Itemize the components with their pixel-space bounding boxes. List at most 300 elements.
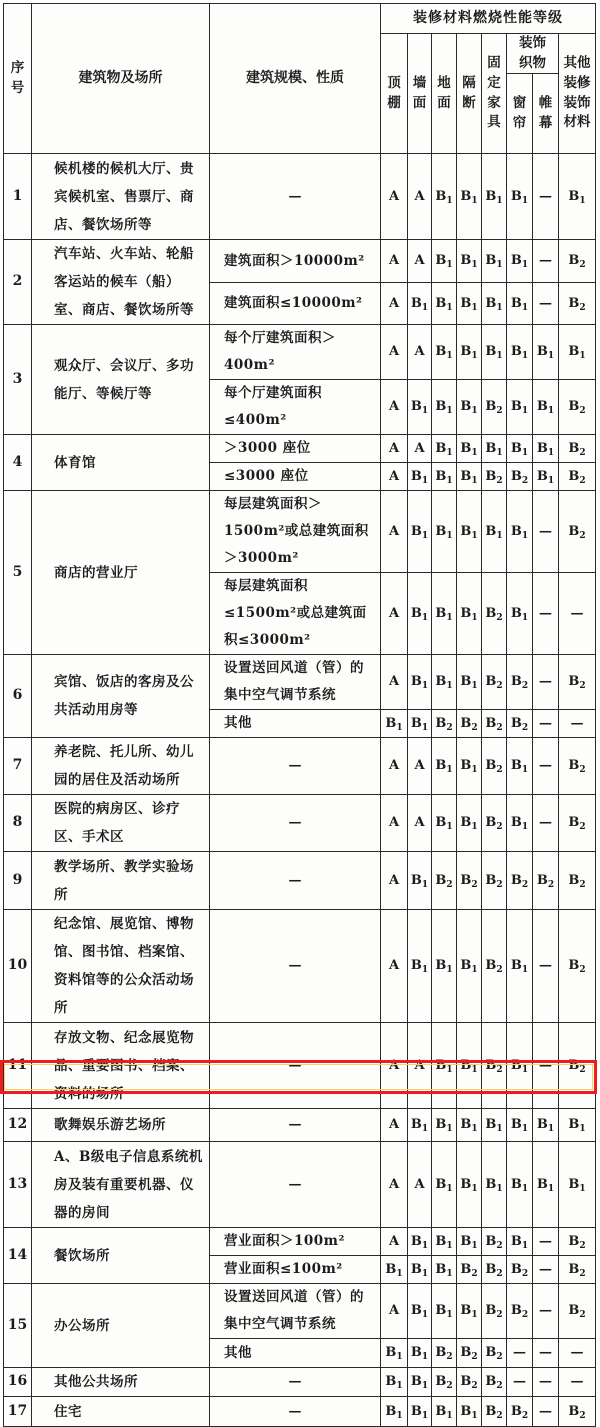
row-number: 1 <box>4 154 32 240</box>
grade-letter: B <box>435 253 447 269</box>
grade-partition <box>457 1284 482 1339</box>
grade-level: 1 <box>396 1381 403 1391</box>
grade-furniture <box>482 380 507 435</box>
grade-drape: — <box>533 655 559 710</box>
grade-furniture <box>482 852 507 910</box>
grade-letter: B <box>536 399 548 414</box>
grade-floor <box>432 1284 457 1339</box>
grade-level: 1 <box>547 475 555 486</box>
grade-level: 2 <box>579 302 586 313</box>
grade-letter: B <box>435 1057 447 1073</box>
table-row <box>4 1142 596 1228</box>
table-row <box>4 1284 596 1339</box>
grade-letter: B <box>510 715 522 731</box>
grade-level: 2 <box>471 1352 478 1362</box>
grade-level: 2 <box>521 1268 529 1279</box>
row-number: 3 <box>4 325 32 435</box>
grade-furniture <box>482 283 507 325</box>
grade-wall: A <box>408 154 432 240</box>
grade-curtain <box>507 154 533 240</box>
grade-letter: B <box>385 715 397 731</box>
grade-floor <box>432 1023 457 1109</box>
grade-curtain <box>507 1109 533 1142</box>
header-fabric <box>507 34 559 74</box>
grade-ceiling: A <box>381 1284 408 1339</box>
grade-letter: B <box>536 1176 548 1192</box>
grade-partition <box>457 795 482 852</box>
row-number: 12 <box>4 1109 32 1142</box>
grade-letter: B <box>485 1176 497 1192</box>
place-name: 体育馆 <box>32 435 210 491</box>
grade-curtain <box>507 710 533 738</box>
grade-ceiling: A <box>381 852 408 910</box>
grade-partition <box>457 435 482 463</box>
grade-level: 1 <box>521 1124 529 1134</box>
grade-letter: B <box>460 872 472 888</box>
grade-letter: B <box>568 1261 580 1277</box>
grade-letter: B <box>460 188 472 204</box>
grade-floor <box>432 1256 457 1284</box>
header-drape <box>533 74 559 154</box>
header-curtain-text: 窗帘 <box>512 95 527 131</box>
place-name: 歌舞娱乐游艺场所 <box>32 1109 210 1142</box>
grade-floor <box>432 655 457 710</box>
table-row <box>4 435 596 463</box>
grade-partition <box>457 573 482 655</box>
grade-letter: B <box>460 958 472 973</box>
grade-ceiling: A <box>381 380 408 435</box>
grade-level: 2 <box>496 1064 503 1075</box>
grade-letter: B <box>510 188 522 204</box>
grade-drape: — <box>533 910 559 1023</box>
header-other <box>559 34 596 154</box>
grade-level: 1 <box>496 302 503 313</box>
grade-furniture <box>482 910 507 1023</box>
grade-level: 1 <box>421 681 429 691</box>
scale-cell: — <box>210 852 381 910</box>
grade-level: 1 <box>396 1352 403 1362</box>
row-number: 11 <box>4 1023 32 1109</box>
grade-drape: — <box>533 1368 559 1397</box>
grade-letter: B <box>485 1303 497 1318</box>
grade-level: 2 <box>446 722 453 733</box>
grade-other <box>559 910 596 1023</box>
grade-letter: B <box>510 1117 522 1132</box>
grade-level: 2 <box>496 722 503 733</box>
header-no <box>4 4 32 154</box>
grade-level: 2 <box>496 1240 503 1251</box>
grade-level: 1 <box>471 195 478 206</box>
grade-letter: B <box>510 758 522 773</box>
row-number: 4 <box>4 435 32 491</box>
grade-other <box>559 325 596 380</box>
grade-letter: B <box>460 1374 472 1389</box>
grade-letter: B <box>510 958 522 973</box>
grade-letter: B <box>460 253 472 269</box>
place-name: 宾馆、饭店的客房及公共活动用房等 <box>32 655 210 738</box>
grade-level: 1 <box>496 530 503 541</box>
grade-furniture <box>482 573 507 655</box>
grade-level: 1 <box>471 351 478 361</box>
grade-letter: B <box>510 253 522 269</box>
grade-letter: B <box>568 1303 580 1318</box>
grade-ceiling: A <box>381 738 408 795</box>
row-number: 6 <box>4 655 32 738</box>
grade-level: 2 <box>521 681 529 691</box>
grade-level: 1 <box>521 195 529 206</box>
grade-partition <box>457 154 482 240</box>
grade-wall: A <box>408 738 432 795</box>
grade-drape: — <box>533 1397 559 1427</box>
grade-ceiling <box>381 1368 408 1397</box>
grade-letter: B <box>510 440 522 456</box>
grade-level: 1 <box>446 1240 453 1251</box>
grade-level: 1 <box>579 1183 586 1194</box>
grade-level: 1 <box>521 302 529 313</box>
grade-floor <box>432 325 457 380</box>
grade-floor <box>432 491 457 573</box>
grade-level: 1 <box>446 681 453 691</box>
grade-partition <box>457 910 482 1023</box>
grade-letter: B <box>460 468 472 484</box>
grade-level: 1 <box>521 1183 529 1194</box>
grade-floor <box>432 852 457 910</box>
grade-letter: B <box>485 872 497 888</box>
grade-level: 1 <box>521 765 529 775</box>
header-fabric-text: 装饰织物 <box>519 35 546 71</box>
grade-curtain <box>507 463 533 491</box>
grade-other <box>559 738 596 795</box>
grade-level: 1 <box>421 302 429 313</box>
grade-level: 2 <box>521 1410 529 1421</box>
grade-ceiling: A <box>381 1023 408 1109</box>
row-number: 14 <box>4 1228 32 1284</box>
grade-furniture <box>482 1368 507 1397</box>
grade-letter: B <box>485 715 497 731</box>
grade-partition <box>457 491 482 573</box>
scale-cell: 其他 <box>210 1339 381 1368</box>
grade-level: 2 <box>446 1352 453 1362</box>
grade-letter: B <box>568 1117 580 1132</box>
table-row <box>4 1109 596 1142</box>
grade-level: 1 <box>496 1124 503 1134</box>
grade-level: 2 <box>471 879 478 890</box>
header-partition-text: 隔断 <box>462 75 476 111</box>
table-row <box>4 655 596 710</box>
grade-furniture <box>482 463 507 491</box>
grade-letter: B <box>410 523 422 539</box>
place-name: 存放文物、纪念展览物品、重要图书、档案、资料的场所 <box>32 1023 210 1109</box>
grade-letter: B <box>435 1233 447 1249</box>
grade-wall <box>408 910 432 1023</box>
grade-letter: B <box>568 758 580 773</box>
grade-level: 1 <box>547 1183 555 1194</box>
grade-furniture <box>482 154 507 240</box>
scale-cell: 其他 <box>210 710 381 738</box>
grade-floor <box>432 1228 457 1256</box>
grade-letter: B <box>485 253 497 269</box>
scale-cell: 每个厅建筑面积≤400m² <box>210 380 381 435</box>
grade-letter: B <box>460 344 472 359</box>
grade-level: 2 <box>579 765 586 775</box>
grade-drape <box>533 852 559 910</box>
grade-letter: B <box>568 188 580 204</box>
grade-other <box>559 240 596 283</box>
grade-level: 2 <box>496 822 503 832</box>
grade-furniture <box>482 1142 507 1228</box>
grade-ceiling: A <box>381 491 408 573</box>
table-row <box>4 1397 596 1427</box>
grade-letter: B <box>485 1345 497 1360</box>
grade-curtain <box>507 795 533 852</box>
grade-level: 2 <box>471 1381 478 1391</box>
grade-letter: B <box>485 399 497 414</box>
grade-floor <box>432 573 457 655</box>
header-drape-text: 帷幕 <box>538 95 553 131</box>
place-name: 商店的营业厅 <box>32 491 210 655</box>
grade-floor <box>432 435 457 463</box>
grade-curtain <box>507 325 533 380</box>
grade-wall <box>408 1109 432 1142</box>
grade-letter: B <box>510 295 522 311</box>
grade-ceiling <box>381 1256 408 1284</box>
grade-furniture <box>482 1109 507 1142</box>
grade-ceiling: A <box>381 795 408 852</box>
grade-level: 1 <box>421 1268 429 1279</box>
grade-partition <box>457 710 482 738</box>
grade-drape: — <box>533 283 559 325</box>
grade-letter: B <box>460 295 472 311</box>
grade-level: 2 <box>521 879 529 890</box>
grade-drape: — <box>533 738 559 795</box>
grade-wall: A <box>408 435 432 463</box>
grade-letter: B <box>536 872 548 888</box>
scale-cell: 营业面积＞100m² <box>210 1228 381 1256</box>
grade-letter: B <box>460 815 472 830</box>
grade-furniture <box>482 1397 507 1427</box>
grade-partition <box>457 1368 482 1397</box>
grade-floor <box>432 240 457 283</box>
grade-letter: B <box>460 1303 472 1318</box>
grade-level: 1 <box>496 195 503 206</box>
header-wall-text: 墙面 <box>412 75 427 111</box>
place-name: 住宅 <box>32 1397 210 1427</box>
grade-level: 1 <box>446 822 453 832</box>
grade-partition <box>457 1256 482 1284</box>
grade-letter: B <box>510 1176 522 1192</box>
grade-level: 1 <box>446 530 453 541</box>
grade-level: 2 <box>579 406 586 416</box>
grade-letter: B <box>536 440 548 456</box>
grade-wall: A <box>408 795 432 852</box>
grade-wall <box>408 710 432 738</box>
grade-furniture <box>482 240 507 283</box>
grade-other: — <box>559 573 596 655</box>
grade-other <box>559 1023 596 1109</box>
grade-level: 1 <box>421 879 429 890</box>
grade-level: 1 <box>446 1124 453 1134</box>
grade-other <box>559 491 596 573</box>
header-group: 装修材料燃烧性能等级 <box>381 4 596 34</box>
grade-curtain <box>507 240 533 283</box>
grade-ceiling: A <box>381 283 408 325</box>
grade-letter: B <box>385 1403 397 1419</box>
grade-curtain <box>507 380 533 435</box>
grade-letter: B <box>485 1057 497 1073</box>
grade-level: 2 <box>446 1381 453 1391</box>
grade-furniture <box>482 1339 507 1368</box>
row-number: 10 <box>4 910 32 1023</box>
grade-level: 1 <box>446 351 453 361</box>
grade-letter: B <box>568 253 580 269</box>
grade-furniture <box>482 655 507 710</box>
grade-curtain <box>507 1256 533 1284</box>
grade-partition <box>457 1142 482 1228</box>
grade-level: 1 <box>446 612 453 623</box>
scale-cell: 营业面积≤100m² <box>210 1256 381 1284</box>
grade-level: 1 <box>446 965 453 975</box>
scale-cell: — <box>210 1368 381 1397</box>
grade-curtain <box>507 1228 533 1256</box>
scale-cell: — <box>210 1142 381 1228</box>
grade-wall <box>408 573 432 655</box>
grade-drape: — <box>533 491 559 573</box>
grade-level: 1 <box>471 612 478 623</box>
grade-furniture <box>482 1284 507 1339</box>
grade-level: 2 <box>496 475 503 486</box>
table-row <box>4 240 596 283</box>
row-number: 17 <box>4 1397 32 1427</box>
grade-other <box>559 1109 596 1142</box>
grade-floor <box>432 1142 457 1228</box>
grade-floor <box>432 738 457 795</box>
grade-letter: B <box>485 295 497 311</box>
grade-level: 2 <box>579 1240 586 1251</box>
grade-letter: B <box>435 468 447 484</box>
grade-level: 1 <box>471 822 478 832</box>
scale-cell: ≤3000 座位 <box>210 463 381 491</box>
grade-level: 2 <box>521 475 529 486</box>
grade-level: 1 <box>471 1124 478 1134</box>
grade-letter: B <box>460 1345 472 1360</box>
grade-letter: B <box>460 605 472 621</box>
grade-level: 1 <box>579 351 586 361</box>
grade-level: 1 <box>521 612 529 623</box>
fire-rating-table <box>3 3 596 1427</box>
grade-level: 2 <box>471 1268 478 1279</box>
grade-level: 2 <box>496 765 503 775</box>
grade-level: 2 <box>579 475 586 486</box>
grade-letter: B <box>568 295 580 311</box>
row-number: 2 <box>4 240 32 325</box>
grade-curtain <box>507 283 533 325</box>
grade-curtain: — <box>507 1368 533 1397</box>
place-name: A、B级电子信息系统机房及装有重要机器、仪器的房间 <box>32 1142 210 1228</box>
grade-letter: B <box>568 1403 580 1419</box>
grade-level: 2 <box>496 879 503 890</box>
grade-drape <box>533 380 559 435</box>
grade-level: 2 <box>547 879 555 890</box>
row-number: 5 <box>4 491 32 655</box>
grade-letter: B <box>510 815 522 830</box>
grade-level: 1 <box>471 1240 478 1251</box>
grade-ceiling: A <box>381 655 408 710</box>
grade-ceiling: A <box>381 325 408 380</box>
grade-other: — <box>559 1368 596 1397</box>
grade-letter: B <box>435 872 447 888</box>
grade-letter: B <box>536 1117 548 1132</box>
grade-floor <box>432 154 457 240</box>
grade-other <box>559 154 596 240</box>
grade-ceiling: A <box>381 1109 408 1142</box>
grade-level: 1 <box>521 406 529 416</box>
grade-letter: B <box>460 440 472 456</box>
grade-level: 1 <box>471 447 478 458</box>
scale-cell: ＞3000 座位 <box>210 435 381 463</box>
grade-partition <box>457 1109 482 1142</box>
header-furniture-text: 固定家具 <box>487 55 501 131</box>
grade-letter: B <box>485 758 497 773</box>
grade-furniture <box>482 435 507 463</box>
grade-wall <box>408 1228 432 1256</box>
grade-level: 1 <box>496 260 503 271</box>
grade-letter: B <box>435 440 447 456</box>
grade-drape: — <box>533 1023 559 1109</box>
grade-wall <box>408 463 432 491</box>
grade-letter: B <box>568 468 580 484</box>
grade-letter: B <box>435 188 447 204</box>
row-number: 13 <box>4 1142 32 1228</box>
grade-level: 1 <box>579 195 586 206</box>
grade-level: 1 <box>396 1268 403 1279</box>
grade-floor <box>432 710 457 738</box>
scale-cell: — <box>210 154 381 240</box>
grade-letter: B <box>410 1403 422 1419</box>
grade-level: 1 <box>446 195 453 206</box>
scale-cell: 设置送回风道（管）的集中空气调节系统 <box>210 655 381 710</box>
grade-letter: B <box>410 674 422 689</box>
grade-level: 1 <box>471 681 478 691</box>
grade-level: 1 <box>471 1183 478 1194</box>
grade-level: 2 <box>496 1381 503 1391</box>
grade-level: 2 <box>579 1064 586 1075</box>
grade-level: 1 <box>421 612 429 623</box>
grade-level: 1 <box>471 1410 478 1421</box>
grade-letter: B <box>435 1403 447 1419</box>
grade-level: 1 <box>421 1381 429 1391</box>
grade-drape <box>533 1142 559 1228</box>
grade-letter: B <box>460 674 472 689</box>
grade-level: 2 <box>446 879 453 890</box>
grade-furniture <box>482 1023 507 1109</box>
grade-letter: B <box>410 872 422 888</box>
grade-other <box>559 795 596 852</box>
grade-level: 2 <box>496 612 503 623</box>
grade-ceiling: A <box>381 240 408 283</box>
grade-letter: B <box>510 1233 522 1249</box>
grade-letter: B <box>460 399 472 414</box>
grade-level: 2 <box>579 260 586 271</box>
grade-furniture <box>482 1256 507 1284</box>
grade-letter: B <box>410 295 422 311</box>
grade-other <box>559 380 596 435</box>
grade-level: 1 <box>471 765 478 775</box>
grade-wall: A <box>408 325 432 380</box>
grade-curtain <box>507 910 533 1023</box>
row-number: 16 <box>4 1368 32 1397</box>
grade-level: 1 <box>421 475 429 486</box>
grade-other <box>559 435 596 463</box>
